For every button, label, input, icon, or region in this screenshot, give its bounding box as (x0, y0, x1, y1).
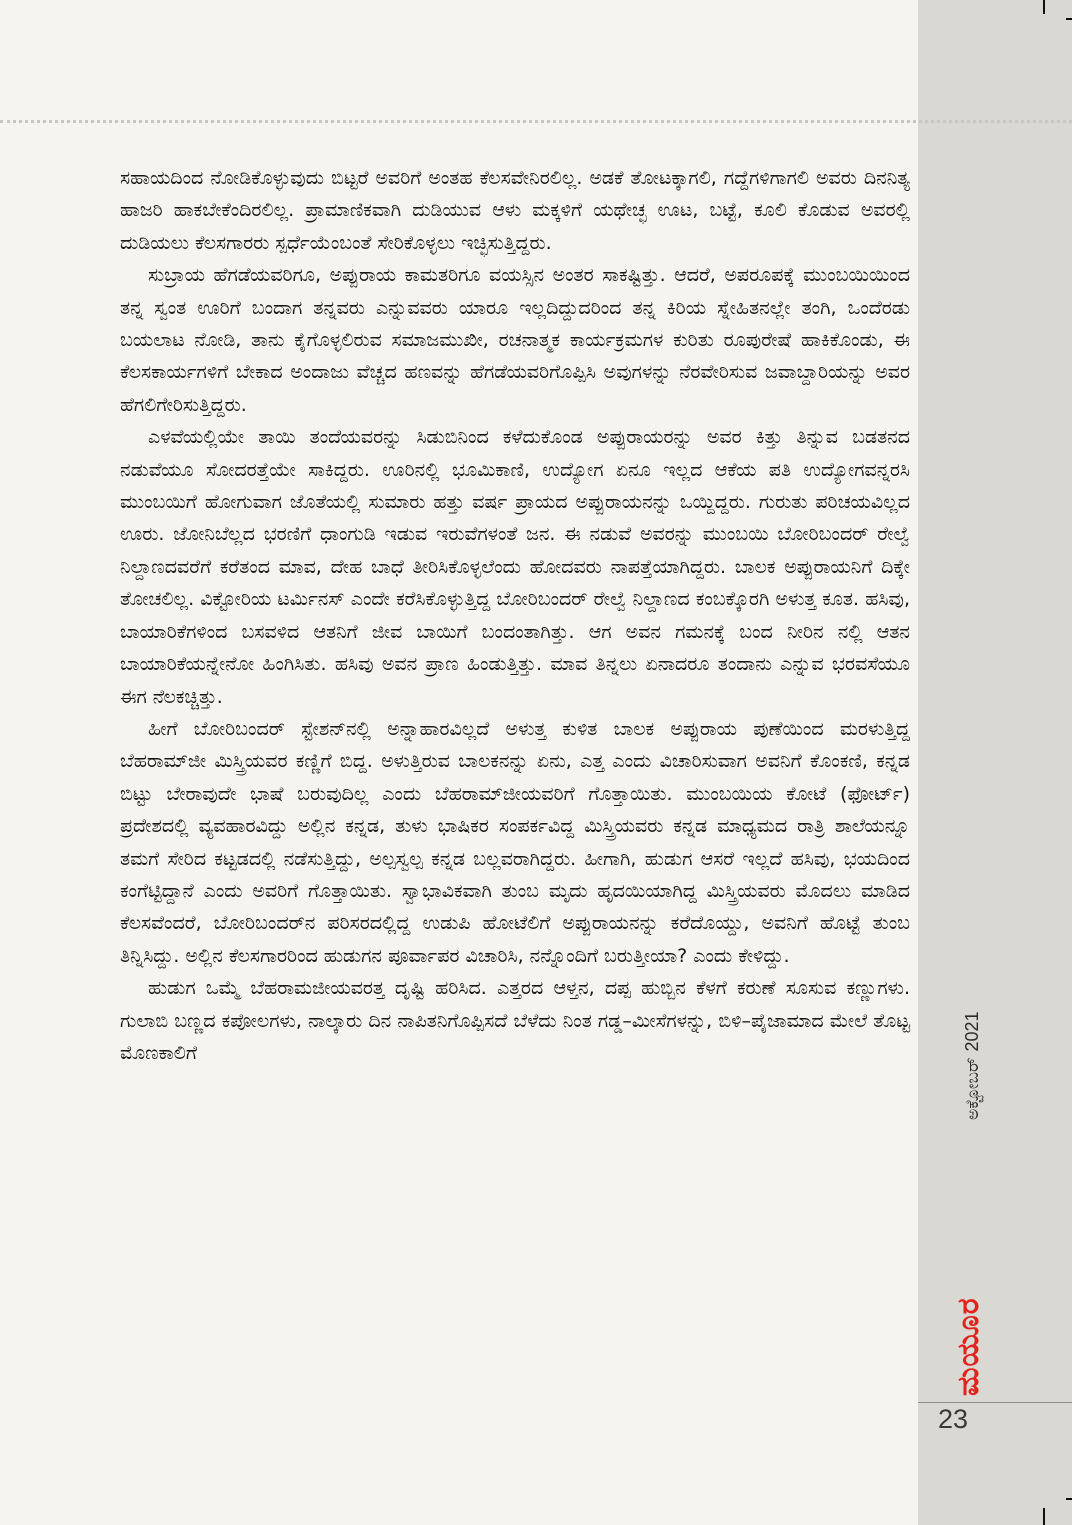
side-strip (918, 0, 1072, 1525)
magazine-logo: ಮಯೂರ (951, 1297, 986, 1396)
dotted-divider (0, 120, 1072, 123)
issue-year: 2021 (962, 1011, 982, 1052)
article-body (120, 162, 910, 1069)
crop-mark-side-bottom (1066, 1498, 1072, 1500)
crop-mark-side-top (1066, 18, 1072, 20)
paragraph-2: ಸುಬ್ರಾಯ ಹೆಗಡೆಯವರಿಗೂ, ಅಪ್ಪುರಾಯ ಕಾಮತರಿಗೂ ವಯಸ್ಸಿನ ಅಂತರ ಸಾಕಷ್ಟಿತ್ತು. ಆದರೆ, ಅಪರೂಪಕ್ಕೆ ಮುಂಬಯಿಯಿಂದ ತನ್ನ ಸ್ವಂತ ಊರಿಗೆ ಬಂದಾಗ ತನ್ನವರು ಎನ್ನುವವರು ಯಾರೂ ಇಲ್ಲದಿದ್ದುದರಿಂದ ತನ್ನ ಕಿರಿಯ ಸ್ನೇಹಿತನಲ್ಲೇ ತಂಗಿ, ಒಂದೆರಡು ಬಯಲಾಟ ನೋಡಿ, ತಾನು ಕೈಗೊಳ್ಳಲಿರುವ ಸಮಾಜಮುಖೀ, ರಚನಾತ್ಮಕ ಕಾರ್ಯಕ್ರಮಗಳ ಕುರಿತು ರೂಪುರೇಷೆ ಹಾಕಿಕೊಂಡು, ಈ ಕೆಲಸಕಾರ್ಯಗಳಿಗೆ ಬೇಕಾದ ಅಂದಾಜು ವೆಚ್ಚದ ಹಣವನ್ನು ಹೆಗಡೆಯವರಿಗೊಪ್ಪಿಸಿ ಅವುಗಳನ್ನು ನೆರವೇರಿಸುವ ಜವಾಬ್ದಾರಿಯನ್ನು ಅವರ ಹೆಗಲಿಗೇರಿಸುತ್ತಿದ್ದರು. (120, 264, 910, 416)
paragraph-5: ಹುಡುಗ ಒಮ್ಮೆ ಬೆಹರಾಮಜೀಯವರತ್ತ ದೃಷ್ಟಿ ಹರಿಸಿದ. ಎತ್ತರದ ಆಳ್ತನ, ದಪ್ಪ ಹುಬ್ಬಿನ ಕೆಳಗೆ ಕರುಣೆ ಸೂಸುವ ಕಣ್ಣುಗಳು. ಗುಲಾಬಿ ಬಣ್ಣದ ಕಪೋಲಗಳು, ನಾಲ್ಕಾರು ದಿನ ನಾಪಿತನಿಗೊಪ್ಪಿಸದೆ ಬೆಳೆದು ನಿಂತ ಗಡ್ಡ–ಮೀಸೆಗಳನ್ನು, ಬಿಳಿ–ಪೈಜಾಮಾದ ಮೇಲೆ ತೊಟ್ಟ ಮೊಣಕಾಲಿಗೆ (120, 977, 910, 1064)
paragraph-1: ಸಹಾಯದಿಂದ ನೋಡಿಕೊಳ್ಳುವುದು ಬಿಟ್ಟರೆ ಅವರಿಗೆ ಅಂತಹ ಕೆಲಸವೇನಿರಲಿಲ್ಲ. ಅಡಕೆ ತೋಟಕ್ಕಾಗಲಿ, ಗದ್ದೆಗಳಿಗಾಗಲಿ ಅವರು ದಿನನಿತ್ಯ ಹಾಜರಿ ಹಾಕಬೇಕೆಂದಿರಲಿಲ್ಲ. ಪ್ರಾಮಾಣಿಕವಾಗಿ ದುಡಿಯುವ ಆಳು ಮಕ್ಕಳಿಗೆ ಯಥೇಚ್ಛ ಊಟ, ಬಟ್ಟೆ, ಕೂಲಿ ಕೊಡುವ ಅವರಲ್ಲಿ ದುಡಿಯಲು ಕೆಲಸಗಾರರು ಸ್ಪರ್ಧೆಯೆಂಬಂತೆ ಸೇರಿಕೊಳ್ಳಲು ಇಚ್ಛಿಸುತ್ತಿದ್ದರು. (120, 167, 910, 254)
page-number-rule (918, 1402, 1072, 1403)
issue-date (962, 1011, 983, 1120)
issue-month: ಅಕ್ಟೋಬರ್ (963, 1057, 983, 1120)
page-number: 23 (938, 1404, 969, 1434)
crop-mark-top (1043, 0, 1045, 14)
crop-mark-bottom (1043, 1508, 1045, 1525)
paragraph-4: ಹೀಗೆ ಬೋರಿಬಂದರ್ ಸ್ಟೇಶನ್‌ನಲ್ಲಿ ಅನ್ನಾಹಾರವಿಲ್ಲದೆ ಅಳುತ್ತ ಕುಳಿತ ಬಾಲಕ ಅಪ್ಪುರಾಯ ಪುಣೆಯಿಂದ ಮರಳುತ್ತಿದ್ದ ಬೆಹರಾಮ್‌ಜೀ ಮಿಸ್ತ್ರಿಯವರ ಕಣ್ಣಿಗೆ ಬಿದ್ದ. ಅಳುತ್ತಿರುವ ಬಾಲಕನನ್ನು ಏನು, ಎತ್ತ ಎಂದು ವಿಚಾರಿಸುವಾಗ ಅವನಿಗೆ ಕೊಂಕಣಿ, ಕನ್ನಡ ಬಿಟ್ಟು ಬೇರಾವುದೇ ಭಾಷೆ ಬರುವುದಿಲ್ಲ ಎಂದು ಬೆಹರಾಮ್‌ಜೀಯವರಿಗೆ ಗೊತ್ತಾಯಿತು. ಮುಂಬಯಿಯ ಕೋಟೆ (ಫೋರ್ಟ್) ಪ್ರದೇಶದಲ್ಲಿ ವ್ಯವಹಾರವಿದ್ದು ಅಲ್ಲಿನ ಕನ್ನಡ, ತುಳು ಭಾಷಿಕರ ಸಂಪರ್ಕವಿದ್ದ ಮಿಸ್ತ್ರಿಯವರು ಕನ್ನಡ ಮಾಧ್ಯಮದ ರಾತ್ರಿ ಶಾಲೆಯನ್ನೂ ತಮಗೆ ಸೇರಿದ ಕಟ್ಟಡದಲ್ಲಿ ನಡೆಸುತ್ತಿದ್ದು, ಅಲ್ಪಸ್ವಲ್ಪ ಕನ್ನಡ ಬಲ್ಲವರಾಗಿದ್ದರು. ಹೀಗಾಗಿ, ಹುಡುಗ ಆಸರೆ ಇಲ್ಲದೆ ಹಸಿವು, ಭಯದಿಂದ ಕಂಗೆಟ್ಟಿದ್ದಾನೆ ಎಂದು ಅವರಿಗೆ ಗೊತ್ತಾಯಿತು. ಸ್ವಾಭಾವಿಕವಾಗಿ ತುಂಬ ಮೃದು ಹೃದಯಿಯಾಗಿದ್ದ ಮಿಸ್ತ್ರಿಯವರು ಮೊದಲು ಮಾಡಿದ ಕೆಲಸವೆಂದರೆ, ಬೋರಿಬಂದರ್‌ನ ಪರಿಸರದಲ್ಲಿದ್ದ ಉಡುಪಿ ಹೋಟೆಲಿಗೆ ಅಪ್ಪುರಾಯನನ್ನು ಕರೆದೊಯ್ದು, ಅವನಿಗೆ ಹೊಟ್ಟೆ ತುಂಬ ತಿನ್ನಿಸಿದ್ದು. ಅಲ್ಲಿನ ಕೆಲಸಗಾರರಿಂದ ಹುಡುಗನ ಪೂರ್ವಾಪರ ವಿಚಾರಿಸಿ, ನನ್ನೊಂದಿಗೆ ಬರುತ್ತೀಯಾ? ಎಂದು ಕೇಳಿದ್ದು. (120, 717, 910, 967)
paragraph-3: ಎಳವೆಯಲ್ಲಿಯೇ ತಾಯಿ ತಂದೆಯವರನ್ನು ಸಿಡುಬಿನಿಂದ ಕಳೆದುಕೊಂಡ ಅಪ್ಪುರಾಯರನ್ನು ಅವರ ಕಿತ್ತು ತಿನ್ನುವ ಬಡತನದ ನಡುವೆಯೂ ಸೋದರತ್ತೆಯೇ ಸಾಕಿದ್ದರು. ಊರಿನಲ್ಲಿ ಭೂಮಿಕಾಣಿ, ಉದ್ಯೋಗ ಏನೂ ಇಲ್ಲದ ಆಕೆಯ ಪತಿ ಉದ್ಯೋಗವನ್ನರಸಿ ಮುಂಬಯಿಗೆ ಹೋಗುವಾಗ ಜೊತೆಯಲ್ಲಿ ಸುಮಾರು ಹತ್ತು ವರ್ಷ ಪ್ರಾಯದ ಅಪ್ಪುರಾಯನನ್ನು ಒಯ್ದಿದ್ದರು. ಗುರುತು ಪರಿಚಯವಿಲ್ಲದ ಊರು. ಜೋನಿಬೆಲ್ಲದ ಭರಣಿಗೆ ಧಾಂಗುಡಿ ಇಡುವ ಇರುವೆಗಳಂತೆ ಜನ. ಈ ನಡುವೆ ಅವರನ್ನು ಮುಂಬಯಿ ಬೋರಿಬಂದರ್ ರೇಲ್ವೆ ನಿಲ್ದಾಣದವರೆಗೆ ಕರೆತಂದ ಮಾವ, ದೇಹ ಬಾಧೆ ತೀರಿಸಿಕೊಳ್ಳಲೆಂದು ಹೋದವರು ನಾಪತ್ತೆಯಾಗಿದ್ದರು. ಬಾಲಕ ಅಪ್ಪುರಾಯನಿಗೆ ದಿಕ್ಕೇ ತೋಚಲಿಲ್ಲ. ವಿಕ್ಟೋರಿಯ ಟರ್ಮಿನಸ್ ಎಂದೇ ಕರೆಸಿಕೊಳ್ಳುತ್ತಿದ್ದ ಬೋರಿಬಂದರ್ ರೇಲ್ವೆ ನಿಲ್ದಾಣದ ಕಂಬಕ್ಕೊರಗಿ ಅಳುತ್ತ ಕೂತ. ಹಸಿವು, ಬಾಯಾರಿಕೆಗಳಿಂದ ಬಸವಳಿದ ಆತನಿಗೆ ಜೀವ ಬಾಯಿಗೆ ಬಂದಂತಾಗಿತ್ತು. ಆಗ ಅವನ ಗಮನಕ್ಕೆ ಬಂದ ನೀರಿನ ನಲ್ಲಿ ಆತನ ಬಾಯಾರಿಕೆಯನ್ನೇನೋ ಹಿಂಗಿಸಿತು. ಹಸಿವು ಅವನ ಪ್ರಾಣ ಹಿಂಡುತ್ತಿತ್ತು. ಮಾವ ತಿನ್ನಲು ಏನಾದರೂ ತಂದಾನು ಎನ್ನುವ ಭರವಸೆಯೂ ಈಗ ನೆಲಕಚ್ಚಿತ್ತು. (120, 426, 910, 708)
